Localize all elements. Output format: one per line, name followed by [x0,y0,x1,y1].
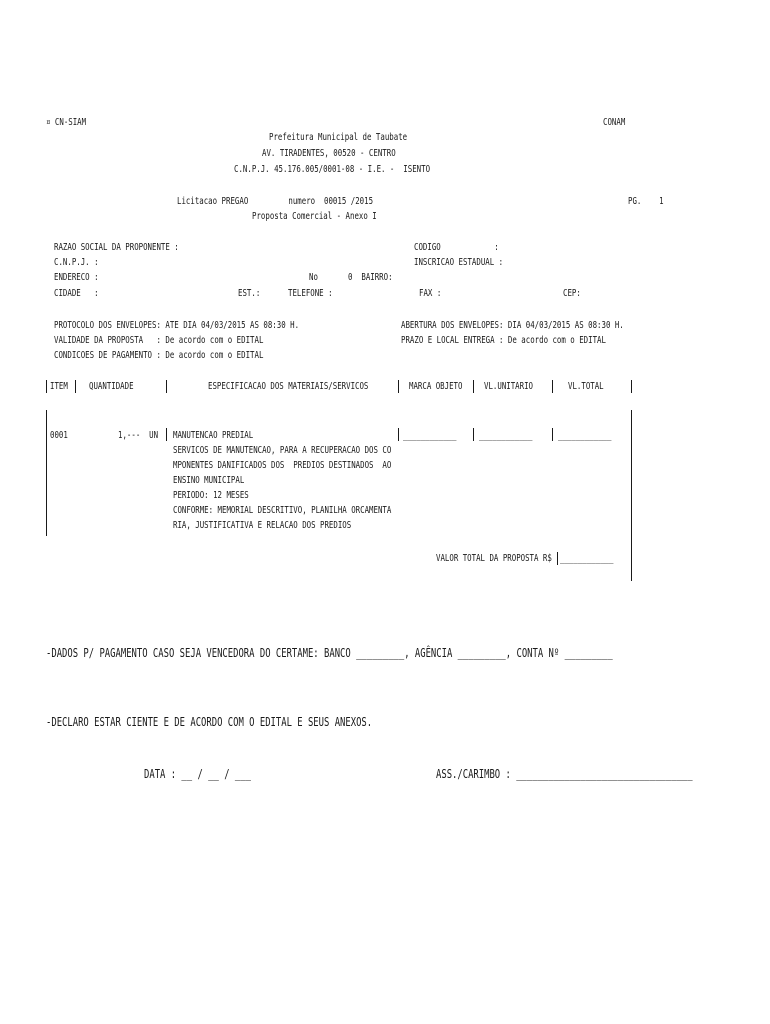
vl-unitario-blank[interactable]: ____________ [479,430,533,441]
fax-label: FAX : [419,288,442,299]
endereco-label: ENDERECO : [54,272,99,283]
page-number: PG. 1 [628,196,664,207]
inscricao-label: INSCRICAO ESTADUAL : [414,257,504,268]
bairro-label: 0 BAIRRO: [348,272,393,283]
numero-label: No [309,272,318,283]
brand-name: CONAM [603,117,626,128]
table-divider [631,380,632,393]
signature-field[interactable]: ASS./CARIMBO : _________________________________ [436,767,693,781]
header-item: ITEM [50,381,68,392]
licitacao-line: Licitacao PREGAO numero 00015 /2015 [177,196,374,207]
validade-text: VALIDADE DA PROPOSTA : De acordo com o EDITAL [54,335,264,346]
header-vl-total: VL.TOTAL [568,381,604,392]
cidade-label: CIDADE : [54,288,99,299]
bank-data-line: -DADOS P/ PAGAMENTO CASO SEJA VENCEDORA DO CERTAME: BANCO _________, AGÊNCIA _________, CONTA Nº _________ [46,646,613,660]
table-divider [75,380,76,393]
org-address: AV. TIRADENTES, 00520 - CENTRO [262,148,396,159]
vl-total-blank[interactable]: ____________ [558,430,612,441]
table-divider [552,380,553,393]
declaration-line: -DECLARO ESTAR CIENTE E DE ACORDO COM O EDITAL E SEUS ANEXOS. [46,715,373,729]
table-divider [46,380,47,393]
cnpj-label: C.N.P.J. : [54,257,99,268]
table-right-border [631,410,632,581]
prazo-text: PRAZO E LOCAL ENTREGA : De acordo com o EDITAL [401,335,606,346]
abertura-text: ABERTURA DOS ENVELOPES: DIA 04/03/2015 AS 08:30 H. [401,320,624,331]
system-name: ¤ CN-SIAM [46,117,87,128]
table-divider [473,428,474,441]
table-divider [166,380,167,393]
item-description-line: CONFORME: MEMORIAL DESCRITIVO, PLANILHA ORCAMENTA [173,505,392,516]
header-quantidade: QUANTIDADE [89,381,134,392]
table-divider [552,428,553,441]
item-quantity: 1,--- UN [118,430,159,441]
item-description-line: ENSINO MUNICIPAL [173,475,245,486]
item-description-line: MPONENTES DANIFICADOS DOS PREDIOS DESTINADOS AO [173,460,392,471]
total-label: VALOR TOTAL DA PROPOSTA R$ [436,553,552,564]
telefone-label: TELEFONE : [288,288,333,299]
item-description-line: MANUTENCAO PREDIAL [173,430,254,441]
estado-label: EST.: [238,288,261,299]
table-divider [557,552,558,565]
org-name: Prefeitura Municipal de Taubate [269,132,408,143]
header-vl-unitario: VL.UNITARIO [484,381,534,392]
table-divider [473,380,474,393]
item-description-line: SERVICOS DE MANUTENCAO, PARA A RECUPERACAO DOS CO [173,445,392,456]
item-number: 0001 [50,430,68,441]
table-left-border [46,410,47,536]
table-divider [398,380,399,393]
item-description-line: RIA, JUSTIFICATIVA E RELACAO DOS PREDIOS [173,520,352,531]
header-marca: MARCA OBJETO [409,381,463,392]
cep-label: CEP: [563,288,581,299]
org-cnpj: C.N.P.J. 45.176.005/0001-08 - I.E. - ISENTO [234,164,431,175]
protocolo-text: PROTOCOLO DOS ENVELOPES: ATE DIA 04/03/2015 AS 08:30 H. [54,320,300,331]
item-description-line: PERIODO: 12 MESES [173,490,249,501]
total-blank[interactable]: ____________ [560,553,614,564]
razao-social-label: RAZAO SOCIAL DA PROPONENTE : [54,242,179,253]
date-field[interactable]: DATA : __ / __ / ___ [144,767,251,781]
codigo-label: CODIGO : [414,242,499,253]
table-divider [166,428,167,441]
pagamento-text: CONDICOES DE PAGAMENTO : De acordo com o EDITAL [54,350,264,361]
table-divider [398,428,399,441]
marca-blank[interactable]: ____________ [403,430,457,441]
header-especificacao: ESPECIFICACAO DOS MATERIAIS/SERVICOS [208,381,369,392]
document-subtitle: Proposta Comercial - Anexo I [252,211,377,222]
